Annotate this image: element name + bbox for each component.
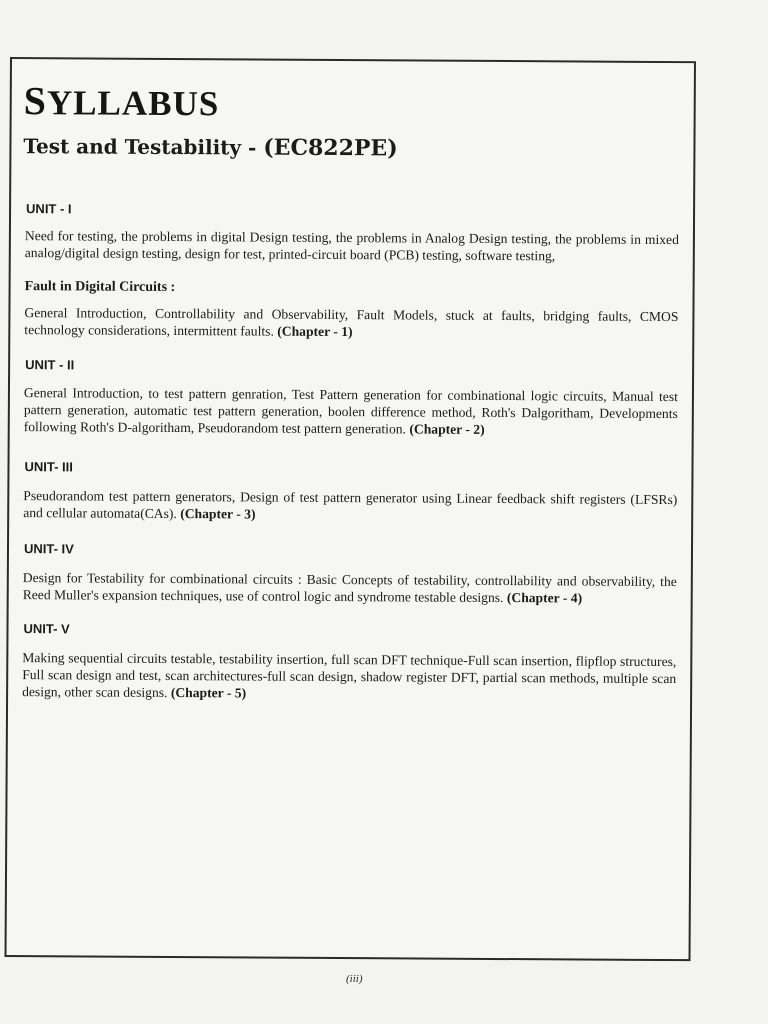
unit-5-heading: UNIT- V — [23, 621, 70, 637]
unit-4-text-body: Design for Testability for combinational circuits : Basic Concepts of testability, controllability and observability, the Reed Muller's expansion techniques, use of control logic and syndrome testable designs. — [22, 570, 677, 606]
page-number: (iii) — [346, 973, 363, 985]
title-rest: YLLABUS — [46, 83, 220, 124]
unit-2-chapter: (Chapter - 2) — [409, 421, 485, 437]
unit-5-chapter: (Chapter - 5) — [170, 684, 247, 701]
unit-3-text — [23, 487, 677, 525]
unit-1-heading: UNIT - I — [26, 201, 72, 217]
unit-3-heading: UNIT- III — [24, 459, 73, 475]
unit-2-heading: UNIT - II — [25, 357, 75, 373]
subject-name: Test and Testability - — [23, 134, 264, 160]
title-initial: S — [23, 78, 48, 124]
unit-3-text-body: Pseudorandom test pattern generators, Design of test pattern generator using Linear feedback shift registers (LFSRs) and cellular automata(CAs). — [23, 488, 678, 522]
unit-5-text — [22, 649, 676, 704]
unit-1-text-2 — [24, 304, 678, 342]
unit-4-heading: UNIT- IV — [23, 541, 74, 557]
page-title — [24, 77, 220, 125]
unit-4-chapter: (Chapter - 4) — [506, 590, 583, 606]
subject-code: (EC822PE) — [263, 134, 398, 162]
unit-4-text — [23, 569, 677, 607]
unit-3-chapter: (Chapter - 3) — [180, 506, 256, 522]
unit-2-text-body: General Introduction, to test pattern genration, Test Pattern generation for combinational logic circuits, Manual test pattern generation, automatic test pattern generation, boolen difference method, Roth's Dalgoritham, Developments following Roth's D-algoritham, Pseudorandom test pattern generation. — [23, 385, 678, 437]
unit-2-text — [24, 384, 678, 439]
unit-1-chapter: (Chapter - 1) — [277, 323, 353, 340]
unit-1-text-2-body: General Introduction, Controllability and Observability, Fault Models, stuck at faults, bridging faults, CMOS technology considerations, intermittent faults. — [24, 305, 679, 339]
subject-title — [23, 133, 397, 161]
unit-1-subheading: Fault in Digital Circuits : — [24, 279, 176, 296]
unit-5-text-body: Making sequential circuits testable, testability insertion, full scan DFT technique-Full scan insertion, flipflop structures, Full scan design and test, scan architectures-full scan design, shadow register DFT, partial scan methods, multiple scan design, other scan designs. — [22, 650, 677, 700]
page-border — [5, 57, 696, 961]
unit-1-text: Need for testing, the problems in digital Design testing, the problems in Analog Design testing, the problems in mixed analog/digital design testing, design for test, printed-circuit board (PCB) testing, software testing, — [24, 228, 679, 264]
